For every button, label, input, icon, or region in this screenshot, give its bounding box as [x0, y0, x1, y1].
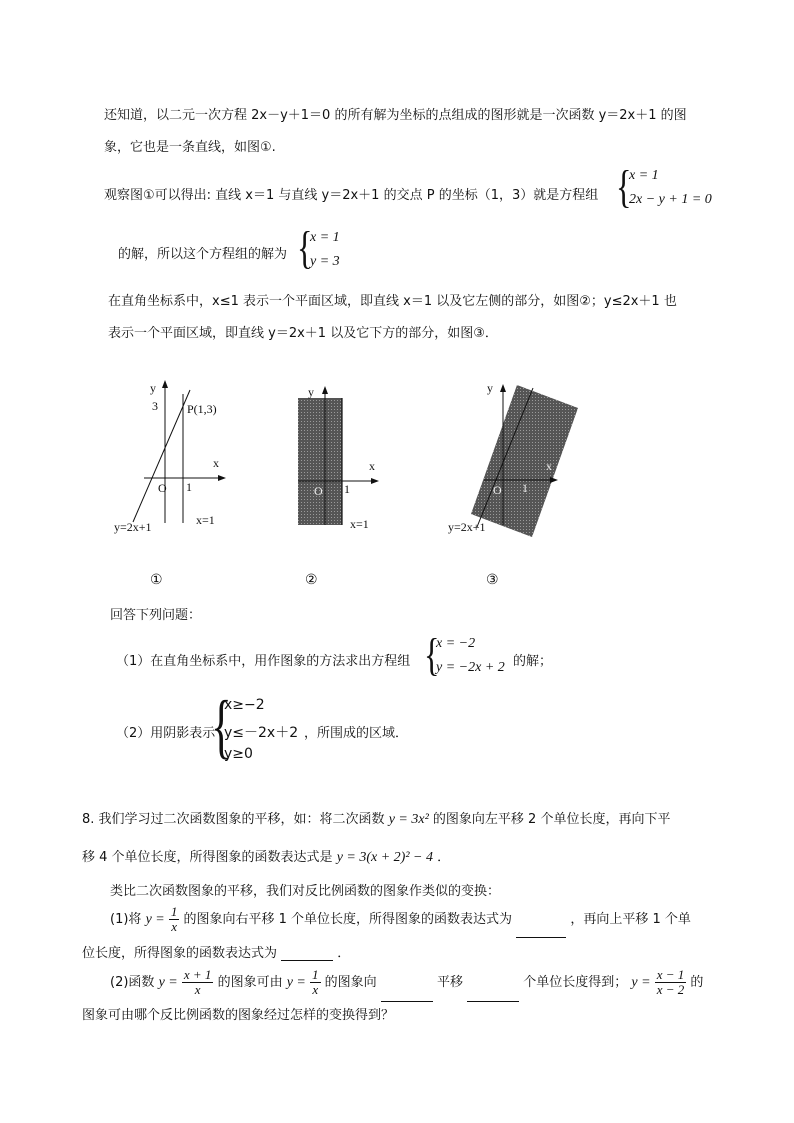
q2-before: （2）用阴影表示 — [116, 726, 216, 741]
system1-eq1: x = 1 — [629, 168, 659, 183]
q8-line1-eq: y = 3x² — [388, 812, 429, 827]
q8-frac-1x: $\frac{1}{x}$ — [170, 904, 178, 934]
q8-line2 — [82, 846, 450, 866]
q8-line6 — [110, 964, 703, 1002]
fig2-x-label: x — [369, 459, 375, 473]
solution-eq1: x = 1 — [310, 230, 340, 245]
fig1-vline-label: x=1 — [196, 513, 215, 527]
q8-line3: 类比二次函数图象的平移，我们对反比例函数的图象作类似的变换： — [110, 884, 501, 899]
q8-frac-b: $\frac{x - 1}{x - 2}$ — [656, 967, 685, 997]
q8-line4 — [110, 902, 691, 938]
q1-eq2: y = −2x + 2 — [436, 660, 505, 675]
fig2-vline-label: x=1 — [350, 517, 369, 531]
q8-line4-b: 的图象向右平移 1 个单位长度，所得图象的函数表达式为 — [183, 912, 513, 927]
q8-line1-a: 8. 我们学习过二次函数图象的平移，如：将二次函数 — [82, 812, 385, 827]
q1-after: 的解； — [513, 654, 553, 669]
para1-line1: 还知道，以二元一次方程 2x－y＋1＝0 的所有解为坐标的点组成的图形就是一次函数 y＝2x＋1 的图 — [104, 108, 687, 123]
fig1-line-2x1 — [133, 390, 190, 522]
para2-text: 观察图①可以得出: 直线 x＝1 与直线 y＝2x＋1 的交点 P 的坐标（1，3）就是方程组 — [104, 188, 599, 203]
fig3-caption: ③ — [486, 573, 499, 588]
fig2-y-arrow — [322, 386, 328, 394]
q8-line2-b: ． — [437, 850, 451, 865]
q2-eq2: y≤－2x＋2 — [224, 725, 299, 741]
q8-frac-a: $\frac{x + 1}{x}$ — [183, 967, 212, 997]
para4-line1: 在直角坐标系中，x≤1 表示一个平面区域，即直线 x＝1 以及它左侧的部分，如图②；y≤2x＋1 也 — [108, 294, 677, 309]
para3-text: 的解，所以这个方程组的解为 — [118, 247, 288, 262]
fig1-origin-label: O — [158, 481, 167, 495]
q8-line4-c: ，再向上平移 1 个单 — [570, 912, 691, 927]
q8-blank-1[interactable] — [516, 917, 566, 938]
fig2-y-label: y — [308, 385, 314, 399]
solution-eq2: y = 3 — [310, 254, 340, 269]
fig2-origin-label: O — [314, 484, 323, 498]
figure-1 — [114, 380, 226, 588]
para4-line2: 表示一个平面区域，即直线 y＝2x＋1 以及它下方的部分，如图③． — [108, 326, 498, 341]
q8-line6-yeq2: y = — [286, 975, 306, 990]
fig2-x-arrow — [371, 478, 379, 484]
solution-brace: { — [297, 222, 313, 273]
q2-after: ，所围成的区域． — [304, 726, 409, 741]
q8-line6-a: (2)函数 — [110, 975, 155, 990]
q8-line2-eq: y = 3(x + 2)² − 4 — [336, 850, 433, 865]
q8-line4-a: (1)将 — [110, 912, 142, 927]
q2-brace: { — [211, 686, 232, 766]
q1-eq1: x = −2 — [436, 636, 476, 651]
figure-3 — [448, 381, 578, 588]
q8-blank-2[interactable] — [281, 945, 333, 961]
q2-eq1: x≥−2 — [224, 697, 265, 713]
q8-frac-1x-2: $\frac{1}{x}$ — [312, 967, 319, 997]
fig3-y-arrow — [500, 384, 506, 392]
q1-brace: { — [424, 629, 440, 680]
q8-line4-yeq: y = — [145, 912, 165, 927]
system1-brace: { — [616, 161, 632, 212]
fig3-y-label: y — [487, 381, 493, 395]
fig3-line-label: y=2x+1 — [448, 520, 486, 534]
fig3-x-label: x — [546, 459, 552, 473]
questions-intro: 回答下列问题： — [110, 608, 202, 623]
fig1-tick-3: 3 — [152, 399, 158, 413]
q8-blank-4[interactable] — [467, 981, 519, 1002]
para1-line2: 象，它也是一条直线，如图①. — [104, 140, 276, 155]
fig2-tick-1: 1 — [344, 482, 350, 496]
q8-line5-a: 位长度，所得图象的函数表达式为 — [82, 946, 278, 961]
q8-blank-3[interactable] — [381, 981, 433, 1002]
fig1-caption: ① — [150, 573, 163, 588]
q8-line6-c: 的图象向 — [324, 975, 377, 990]
q8-line5-b: ． — [337, 946, 351, 961]
system1-eq2: 2x − y + 1 = 0 — [629, 192, 712, 207]
q8-line6-d: 平移 — [436, 975, 463, 990]
fig1-x-arrow — [218, 475, 226, 481]
q8-line2-a: 移 4 个单位长度，所得图象的函数表达式是 — [82, 850, 333, 865]
fig3-x-arrow — [550, 477, 558, 483]
fig3-origin-label: O — [493, 483, 502, 497]
q8-line6-b: 的图象可由 — [217, 975, 283, 990]
fig1-y-label: y — [150, 381, 156, 395]
q8-line6-f: 的 — [690, 975, 704, 990]
fig3-tick-1: 1 — [522, 481, 528, 495]
fig1-y-arrow — [162, 380, 168, 388]
q8-line1-b: 的图象向左平移 2 个单位长度，再向下平 — [432, 812, 671, 827]
q8-line1 — [82, 808, 670, 828]
fig1-tick-1: 1 — [186, 480, 192, 494]
q8-line5 — [82, 942, 350, 961]
q8-line6-yeq3: y = — [631, 975, 651, 990]
q2-eq3: y≥0 — [224, 746, 253, 762]
q8-line6-yeq1: y = — [158, 975, 178, 990]
figure-2 — [298, 385, 379, 588]
fig1-x-label: x — [213, 456, 219, 470]
fig1-line-label: y=2x+1 — [114, 520, 152, 534]
fig2-shaded-region — [298, 398, 342, 525]
q8-line7: 图象可由哪个反比例函数的图象经过怎样的变换得到？ — [82, 1008, 395, 1023]
fig2-caption: ② — [305, 573, 318, 588]
fig1-point-p: P(1,3) — [187, 402, 217, 416]
q8-line6-e: 个单位长度得到； — [523, 975, 628, 990]
q1-before: （1）在直角坐标系中，用作图象的方法求出方程组 — [116, 654, 411, 669]
